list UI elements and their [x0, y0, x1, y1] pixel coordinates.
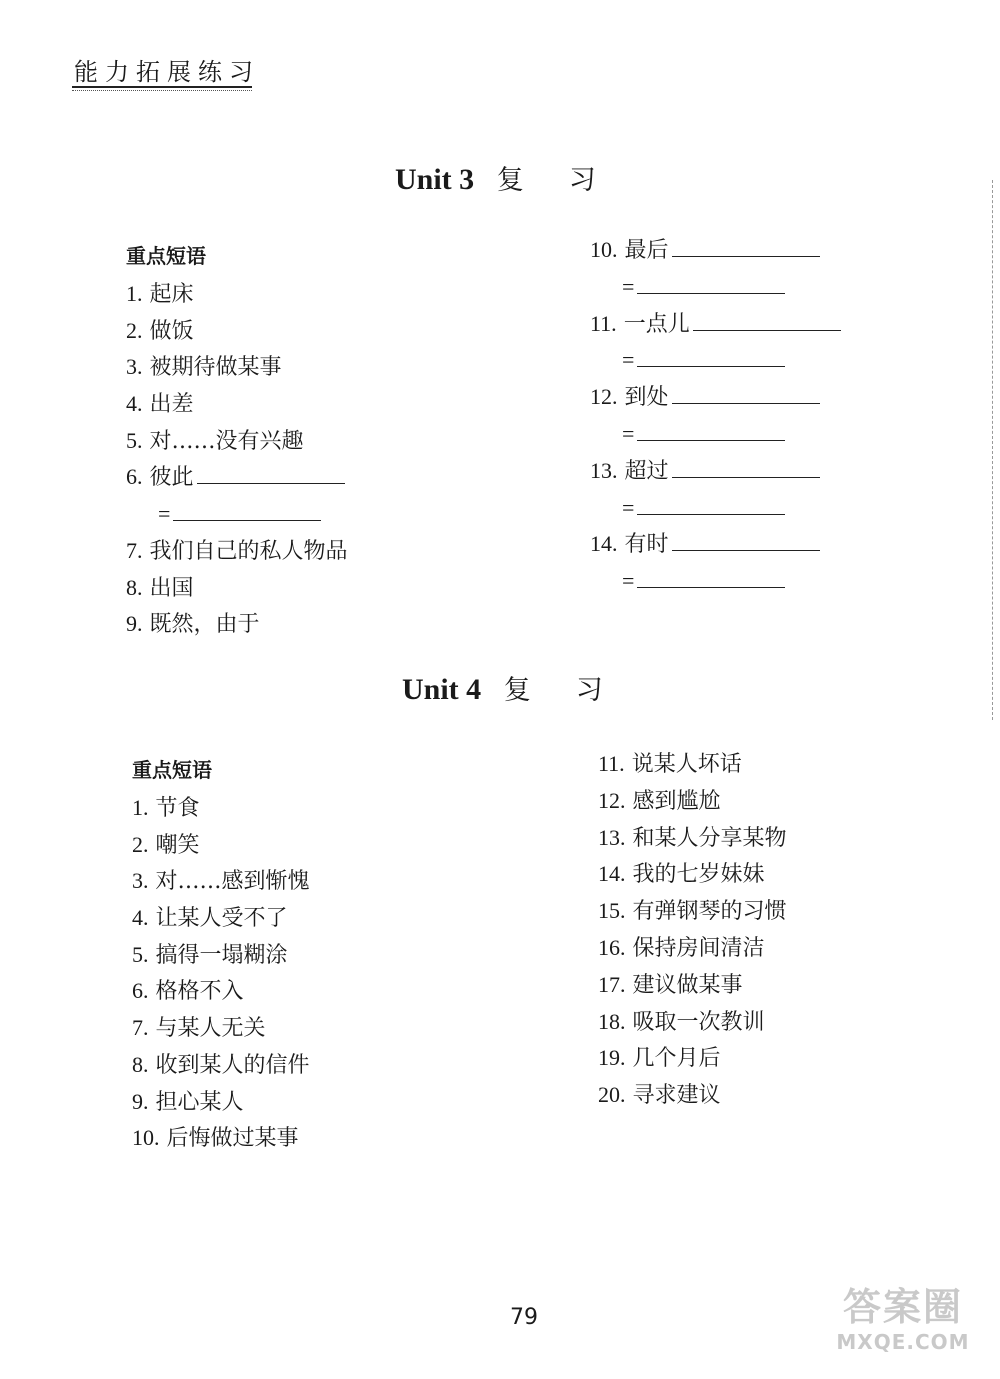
- list-item: 16. 保持房间清洁: [598, 934, 765, 961]
- answer-blank[interactable]: [637, 271, 785, 294]
- list-item: 17. 建议做某事: [598, 971, 743, 998]
- list-item: 11. 一点儿: [590, 306, 841, 343]
- answer-blank[interactable]: [672, 381, 820, 404]
- list-item: 2. 做饭: [126, 317, 194, 344]
- list-item: 9. 担心某人: [132, 1088, 244, 1115]
- unit4-left-column: [132, 750, 310, 1157]
- list-item: 11. 说某人坏话: [598, 751, 742, 777]
- unit4-title-cn1: 复: [503, 675, 531, 706]
- watermark-title: 答案圈: [842, 1285, 963, 1329]
- list-item: 10. 最后: [590, 232, 841, 269]
- unit4-title: [402, 668, 603, 707]
- site-watermark: [808, 1285, 998, 1355]
- list-item: 3. 对……感到惭愧: [132, 868, 310, 895]
- running-header: 能力拓展练习: [74, 58, 260, 86]
- answer-blank[interactable]: [173, 498, 321, 521]
- page-edge-dots: [992, 180, 993, 720]
- list-item: 6. 格格不入: [132, 978, 244, 1005]
- unit3-left-column: [126, 236, 348, 643]
- unit4-title-unit: Unit 4: [402, 673, 482, 706]
- list-item: 12. 到处: [590, 379, 841, 416]
- list-item: 10. 后悔做过某事: [132, 1125, 299, 1152]
- header-rule-dotted: [72, 90, 252, 91]
- list-item: =: [126, 496, 348, 533]
- list-item: 9. 既然，由于: [126, 611, 260, 638]
- list-item: 4. 出差: [126, 391, 194, 418]
- unit3-right-column: [590, 232, 841, 600]
- list-item: =: [590, 416, 841, 453]
- list-item: 18. 吸取一次教训: [598, 1008, 765, 1035]
- list-item: 2. 嘲笑: [132, 831, 200, 858]
- list-item: 4. 让某人受不了: [132, 905, 288, 932]
- answer-blank[interactable]: [637, 492, 785, 515]
- answer-blank[interactable]: [672, 528, 820, 551]
- answer-blank[interactable]: [672, 234, 820, 257]
- list-item: 14. 我的七岁妹妹: [598, 861, 765, 888]
- watermark-url: MXQE.COM: [836, 1330, 970, 1354]
- list-item: 13. 超过: [590, 453, 841, 490]
- list-item: 1. 节食: [132, 795, 200, 821]
- list-item: 13. 和某人分享某物: [598, 824, 787, 851]
- list-item: 8. 收到某人的信件: [132, 1051, 310, 1078]
- list-item: 14. 有时: [590, 526, 841, 563]
- header-rule: [72, 86, 252, 88]
- unit3-title-cn2: 习: [568, 165, 596, 196]
- list-item: 20. 寻求建议: [598, 1082, 721, 1109]
- unit4-title-cn2: 习: [575, 675, 603, 706]
- list-item: =: [590, 269, 841, 306]
- list-item: 19. 几个月后: [598, 1045, 721, 1072]
- unit4-section-heading: 重点短语: [132, 758, 212, 782]
- answer-blank[interactable]: [672, 455, 820, 478]
- unit3-title-unit: Unit 3: [395, 163, 475, 196]
- unit3-title-cn1: 复: [496, 165, 524, 196]
- answer-blank[interactable]: [693, 308, 841, 331]
- page-number: 79: [510, 1305, 538, 1330]
- list-item: 8. 出国: [126, 574, 194, 601]
- list-item: =: [590, 563, 841, 600]
- list-item: 5. 搞得一塌糊涂: [132, 941, 288, 968]
- list-item: 12. 感到尴尬: [598, 787, 721, 814]
- answer-blank[interactable]: [637, 344, 785, 367]
- list-item: =: [590, 490, 841, 527]
- list-item: 15. 有弹钢琴的习惯: [598, 898, 787, 925]
- unit4-right-column: [598, 746, 787, 1114]
- answer-blank[interactable]: [637, 418, 785, 441]
- list-item: =: [590, 342, 841, 379]
- list-item: 7. 与某人无关: [132, 1015, 266, 1042]
- list-item: 1. 起床: [126, 281, 194, 307]
- answer-blank[interactable]: [637, 565, 785, 588]
- list-item: 6. 彼此: [126, 459, 348, 496]
- list-item: 5. 对……没有兴趣: [126, 427, 304, 454]
- answer-blank[interactable]: [197, 461, 345, 484]
- list-item: 3. 被期待做某事: [126, 354, 282, 381]
- list-item: 7. 我们自己的私人物品: [126, 537, 348, 564]
- unit3-section-heading: 重点短语: [126, 244, 206, 268]
- unit3-title: [395, 158, 596, 197]
